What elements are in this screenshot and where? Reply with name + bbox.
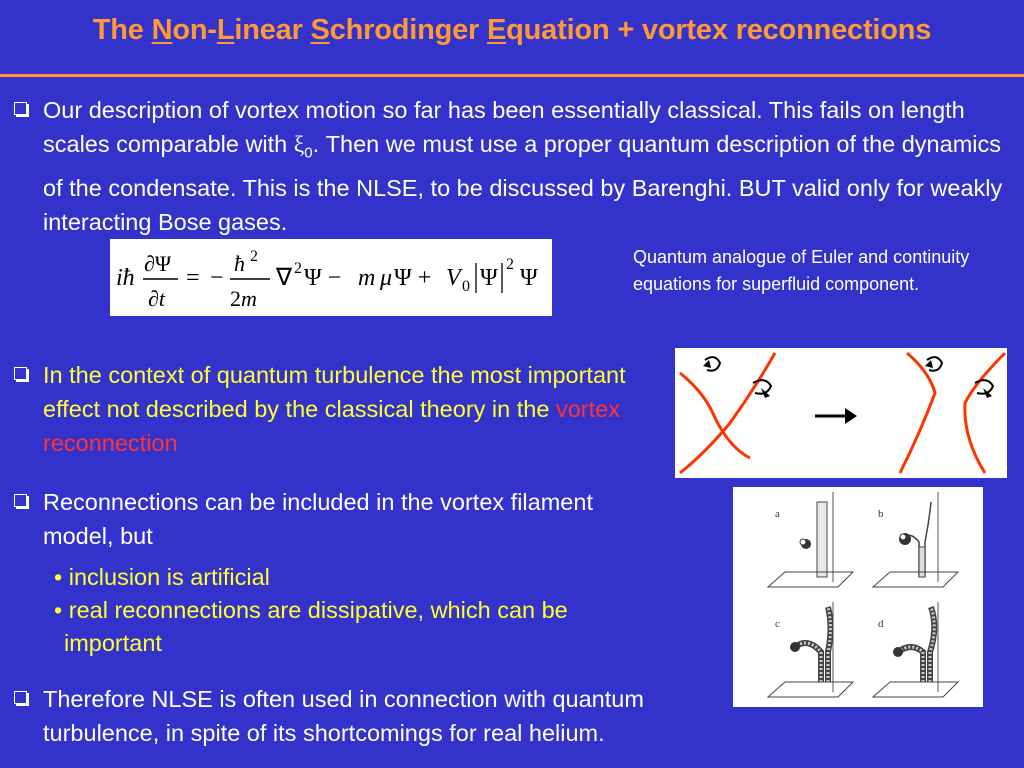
paragraph-filament-model: Reconnections can be included in the vortex filament model, but	[14, 485, 634, 553]
checkbox-bullet-icon	[14, 494, 27, 507]
reconnection-simulation-figure	[733, 487, 983, 707]
svg-text:Ψ −: Ψ −	[304, 265, 342, 291]
svg-text:∇: ∇	[276, 265, 293, 291]
svg-text:−: −	[210, 265, 224, 291]
nlse-equation	[110, 239, 552, 316]
equation-note: Quantum analogue of Euler and continuity equations for superfluid component.	[633, 247, 970, 294]
caveat-item: • real reconnections are dissipative, which can be	[54, 597, 568, 623]
svg-text:Ψ +: Ψ +	[394, 265, 432, 291]
svg-text:2: 2	[506, 256, 514, 273]
paragraph-classical-limits: Our description of vortex motion so far has been essentially classical. This fails on length scales comparable with $\xi_0$. Then we must use a proper quantum description of the dynamics of the condensate. This is the NLSE, to be discussed by Barenghi. BUT valid only for weakly interacting Bose gases.	[14, 93, 1010, 239]
svg-text:∂t: ∂t	[148, 286, 165, 311]
panel-label-d: d	[878, 618, 884, 630]
reconnection-caveats-list	[54, 561, 568, 660]
svg-text:Ψ: Ψ	[520, 265, 538, 291]
svg-text:Ψ: Ψ	[480, 265, 498, 291]
panel-label-a: a	[775, 508, 780, 520]
paragraph-quantum-turbulence: In the context of quantum turbulence the most important effect not described by the classical theory in the vortex reconnection	[14, 358, 654, 460]
checkbox-bullet-icon	[14, 367, 27, 380]
svg-text:∂Ψ: ∂Ψ	[144, 251, 172, 276]
svg-text:ħ: ħ	[234, 251, 245, 276]
nlse-equation-graphic	[110, 239, 552, 316]
caveat-item-continuation: important	[64, 630, 162, 656]
svg-text:=: =	[186, 265, 200, 291]
title-divider	[0, 74, 1024, 77]
paragraph-nlse-conclusion: Therefore NLSE is often used in connection with quantum turbulence, in spite of its shortcomings for real helium.	[14, 682, 864, 750]
svg-text:2m: 2m	[230, 286, 257, 311]
caveat-item: • inclusion is artificial	[54, 564, 270, 590]
svg-text:m: m	[358, 265, 376, 291]
svg-text:iħ: iħ	[116, 265, 135, 291]
checkbox-bullet-icon	[14, 691, 27, 704]
svg-text:2: 2	[250, 248, 258, 265]
svg-text:μ: μ	[380, 265, 393, 291]
checkbox-bullet-icon	[14, 102, 27, 115]
vortex-reconnection-highlight: vortex reconnection	[43, 396, 620, 456]
svg-text:2: 2	[294, 260, 302, 277]
panel-label-c: c	[775, 618, 780, 630]
vortex-reconnection-diagram	[675, 348, 1007, 478]
svg-text:V: V	[446, 265, 461, 291]
svg-text:0: 0	[462, 278, 470, 295]
slide-title: The Non-Linear Schrodinger Equation + vortex reconnections	[92, 14, 932, 46]
panel-label-b: b	[878, 508, 884, 520]
